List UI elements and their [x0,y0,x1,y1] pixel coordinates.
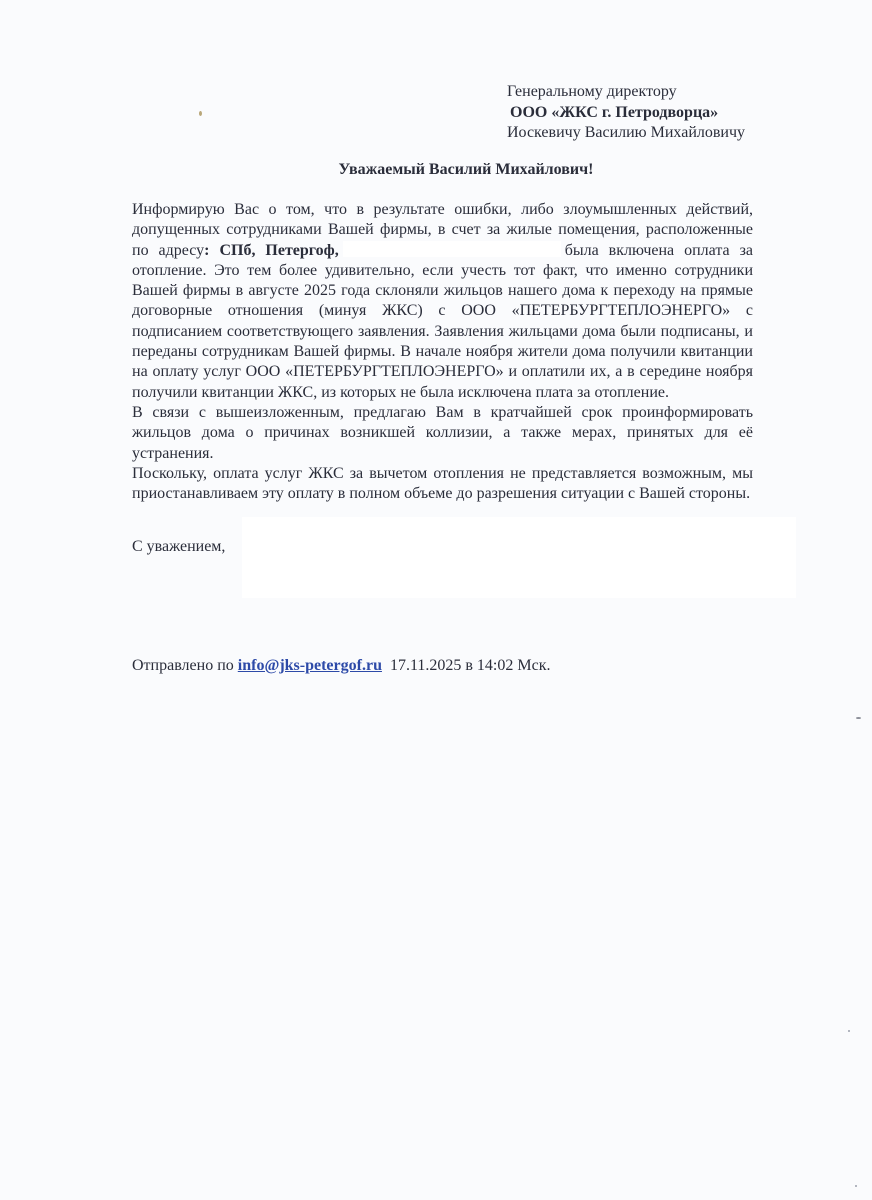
sent-timestamp: 17.11.2025 в 14:02 Мск. [389,657,551,674]
paragraph-3: Поскольку, оплата услуг ЖКС за вычетом отопления не представляется возможным, мы приостанавливаем эту оплату в полном объеме до разрешения ситуации с Вашей стороны. [132,464,753,503]
sent-prefix: Отправлено по [132,657,234,674]
scan-speck [856,717,861,719]
addressee-block [507,82,745,144]
closing: С уважением, [132,538,226,555]
letter-body [132,200,753,504]
paragraph-1 [132,200,753,403]
addressee-company: ООО «ЖКС г. Петродворца» [510,103,719,121]
addressee-title: Генеральному директору [507,83,677,100]
paragraph-1-end: была включена оплата за отопление. Это тем более удивительно, если учесть тот факт, что именно сотрудники Вашей фирмы в августе 2025 года склоняли жильцов нашего дома к переходу на прямые договорные отношения (минуя ЖКС) с ООО «ПЕТЕРБУРГТЕПЛОЭНЕРГО» с подписанием соответствующего заявления. Заявления жильцами дома были подписаны, и переданы сотрудникам Вашей фирмы. В начале ноября жители дома получили квитанции на оплату услуг ООО «ПЕТЕРБУРГТЕПЛОЭНЕРГО» и оплатили их, а в середине ноября получили квитанции ЖКС, из которых не была исключена плата за отопление. [132,241,754,401]
address-redaction [343,241,561,257]
paragraph-1-start: Информирую Вас о том, что в результате ошибки, либо злоумышленных действий, допущенных сотрудниками Вашей фирмы, в счет за жилые помещения, расположенные по адресу [132,201,753,259]
signature-redaction [242,517,796,598]
scan-speck [199,111,202,116]
scan-speck [848,1030,850,1032]
address-bold: : СПб, Петергоф, [204,241,339,259]
scan-speck [855,1185,857,1187]
paragraph-2: В связи с вышеизложенным, предлагаю Вам в кратчайшей срок проинформировать жильцов дома о причинах возникшей коллизии, а также мерах, принятых для её устранения. [132,403,753,462]
sent-line [132,657,550,675]
addressee-name: Иоскевичу Василию Михайловичу [507,124,746,141]
email-link[interactable]: info@jks-petergof.ru [237,657,382,674]
salutation: Уважаемый Василий Михайлович! [338,161,594,178]
